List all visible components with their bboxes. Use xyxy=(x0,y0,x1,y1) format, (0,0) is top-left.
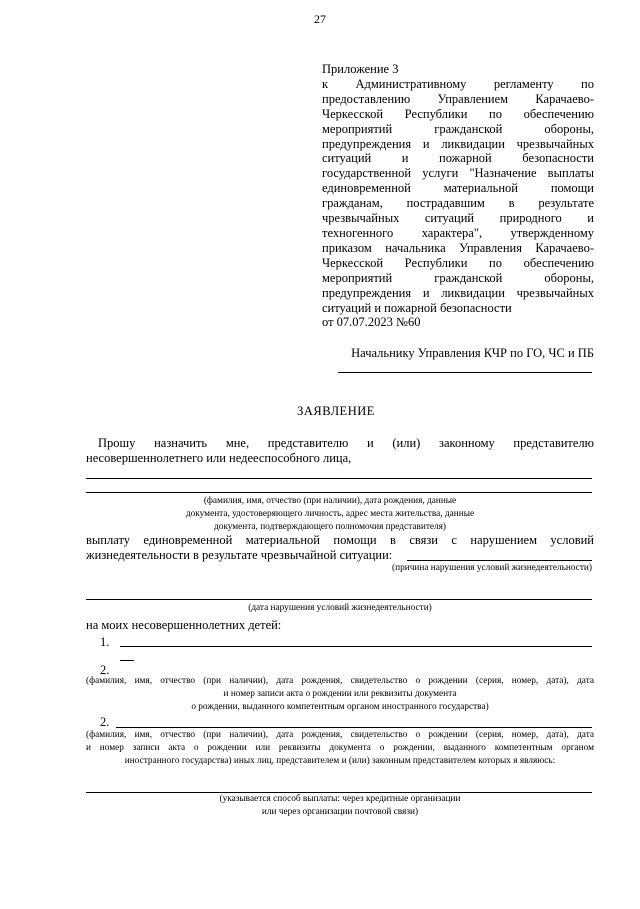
children-intro: на моих несовершеннолетних детей: xyxy=(86,618,282,632)
other-note-line: (фамилия, имя, отчество (при наличии), дата рождения, свидетельство о рождении (серия, номер, дата), дата xyxy=(86,730,594,740)
document-title: ЗАЯВЛЕНИЕ xyxy=(297,404,375,418)
child-note-line: о рождении, выданного компетентным органом иностранного государства) xyxy=(191,702,489,712)
payment-line-2: жизнедеятельности в результате чрезвычайной ситуации: xyxy=(86,547,393,562)
date-field-line[interactable] xyxy=(86,599,592,600)
applicant-field-line[interactable] xyxy=(86,492,592,493)
appendix-line: мероприятий гражданской обороны, xyxy=(322,270,594,285)
request-paragraph xyxy=(86,436,594,465)
child-field-line[interactable] xyxy=(120,646,592,647)
payment-paragraph xyxy=(86,533,594,562)
appendix-line: предупреждения и ликвидации чрезвычайных xyxy=(322,285,594,300)
appendix-line: приказом начальника Управления Карачаево- xyxy=(322,240,594,255)
appendix-line: ситуаций и пожарной безопасности xyxy=(322,300,512,315)
other-note-line: и номер записи акта о рождении или реквизиты документа о рождении, выданного компетентным органом xyxy=(86,743,594,753)
appendix-line: гражданам, пострадавшим в результате xyxy=(322,196,594,211)
addressee: Начальнику Управления КЧР по ГО, ЧС и ПБ xyxy=(351,346,594,360)
payment-line-1: выплату единовременной материальной помощи в связи с нарушением условий xyxy=(86,533,594,547)
date-note: (дата нарушения условий жизнедеятельности) xyxy=(248,603,432,613)
other-person-number: 2. xyxy=(100,715,110,729)
payout-note-line: (указывается способ выплаты: через кредитные организации xyxy=(219,794,461,804)
child-note xyxy=(86,675,594,714)
other-note-line: иностранного государства) иных лиц, представителем и (или) законным представителем которых я являюсь: xyxy=(124,756,556,766)
page-number: 27 xyxy=(314,12,326,26)
child-note-line: и номер записи акта о рождении или реквизиты документа xyxy=(223,689,457,699)
appendix-line: ситуаций и пожарной безопасности xyxy=(322,151,594,166)
appendix-line: Черкесской Республики по обеспечению xyxy=(322,106,594,121)
appendix-line: мероприятий гражданской обороны, xyxy=(322,121,594,136)
other-person-field-line[interactable] xyxy=(116,727,592,728)
appendix-line: предоставлению Управлением Карачаево- xyxy=(322,91,594,106)
reason-note: (причина нарушения условий жизнедеятельности) xyxy=(392,563,592,573)
applicant-field-line[interactable] xyxy=(86,478,592,479)
appendix-line: к Административному регламенту по xyxy=(322,76,594,91)
applicant-note-line: (фамилия, имя, отчество (при наличии), дата рождения, данные xyxy=(203,496,457,506)
other-person-note xyxy=(86,729,594,768)
addressee-signature-line[interactable] xyxy=(338,372,592,373)
applicant-note xyxy=(150,495,510,534)
child-number: 2. xyxy=(100,663,110,677)
appendix-line: единовременной материальной помощи xyxy=(322,181,594,196)
appendix-line: Черкесской Республики по обеспечению xyxy=(322,255,594,270)
payout-note-line: или через организации почтовой связи) xyxy=(261,807,419,817)
child-field-short-line[interactable] xyxy=(120,660,134,661)
appendix-line: техногенного характера", утвержденному xyxy=(322,225,594,240)
applicant-note-line: документа, удостоверяющего личность, адрес места жительства, данные xyxy=(185,509,475,519)
child-note-line: (фамилия, имя, отчество (при наличии), дата рождения, свидетельство о рождении (серия, номер, дата), дата xyxy=(86,676,594,686)
appendix-title: Приложение 3 xyxy=(322,62,399,76)
appendix-line: государственной услуги "Назначение выплаты xyxy=(322,166,594,181)
appendix-order-date: от 07.07.2023 №60 xyxy=(322,315,421,330)
appendix-line: предупреждения и ликвидации чрезвычайных xyxy=(322,136,594,151)
appendix-line: чрезвычайных ситуаций природного и xyxy=(322,211,594,226)
request-line-2: несовершеннолетнего или недееспособного лица, xyxy=(86,450,352,465)
request-line-1: Прошу назначить мне, представителю и (или) законному представителю xyxy=(98,436,594,450)
reason-field-line[interactable] xyxy=(407,560,592,561)
payout-method-note xyxy=(150,793,530,819)
applicant-note-line: документа, подтверждающего полномочия представителя) xyxy=(213,522,447,532)
appendix-block xyxy=(322,62,594,330)
child-number: 1. xyxy=(100,635,110,649)
